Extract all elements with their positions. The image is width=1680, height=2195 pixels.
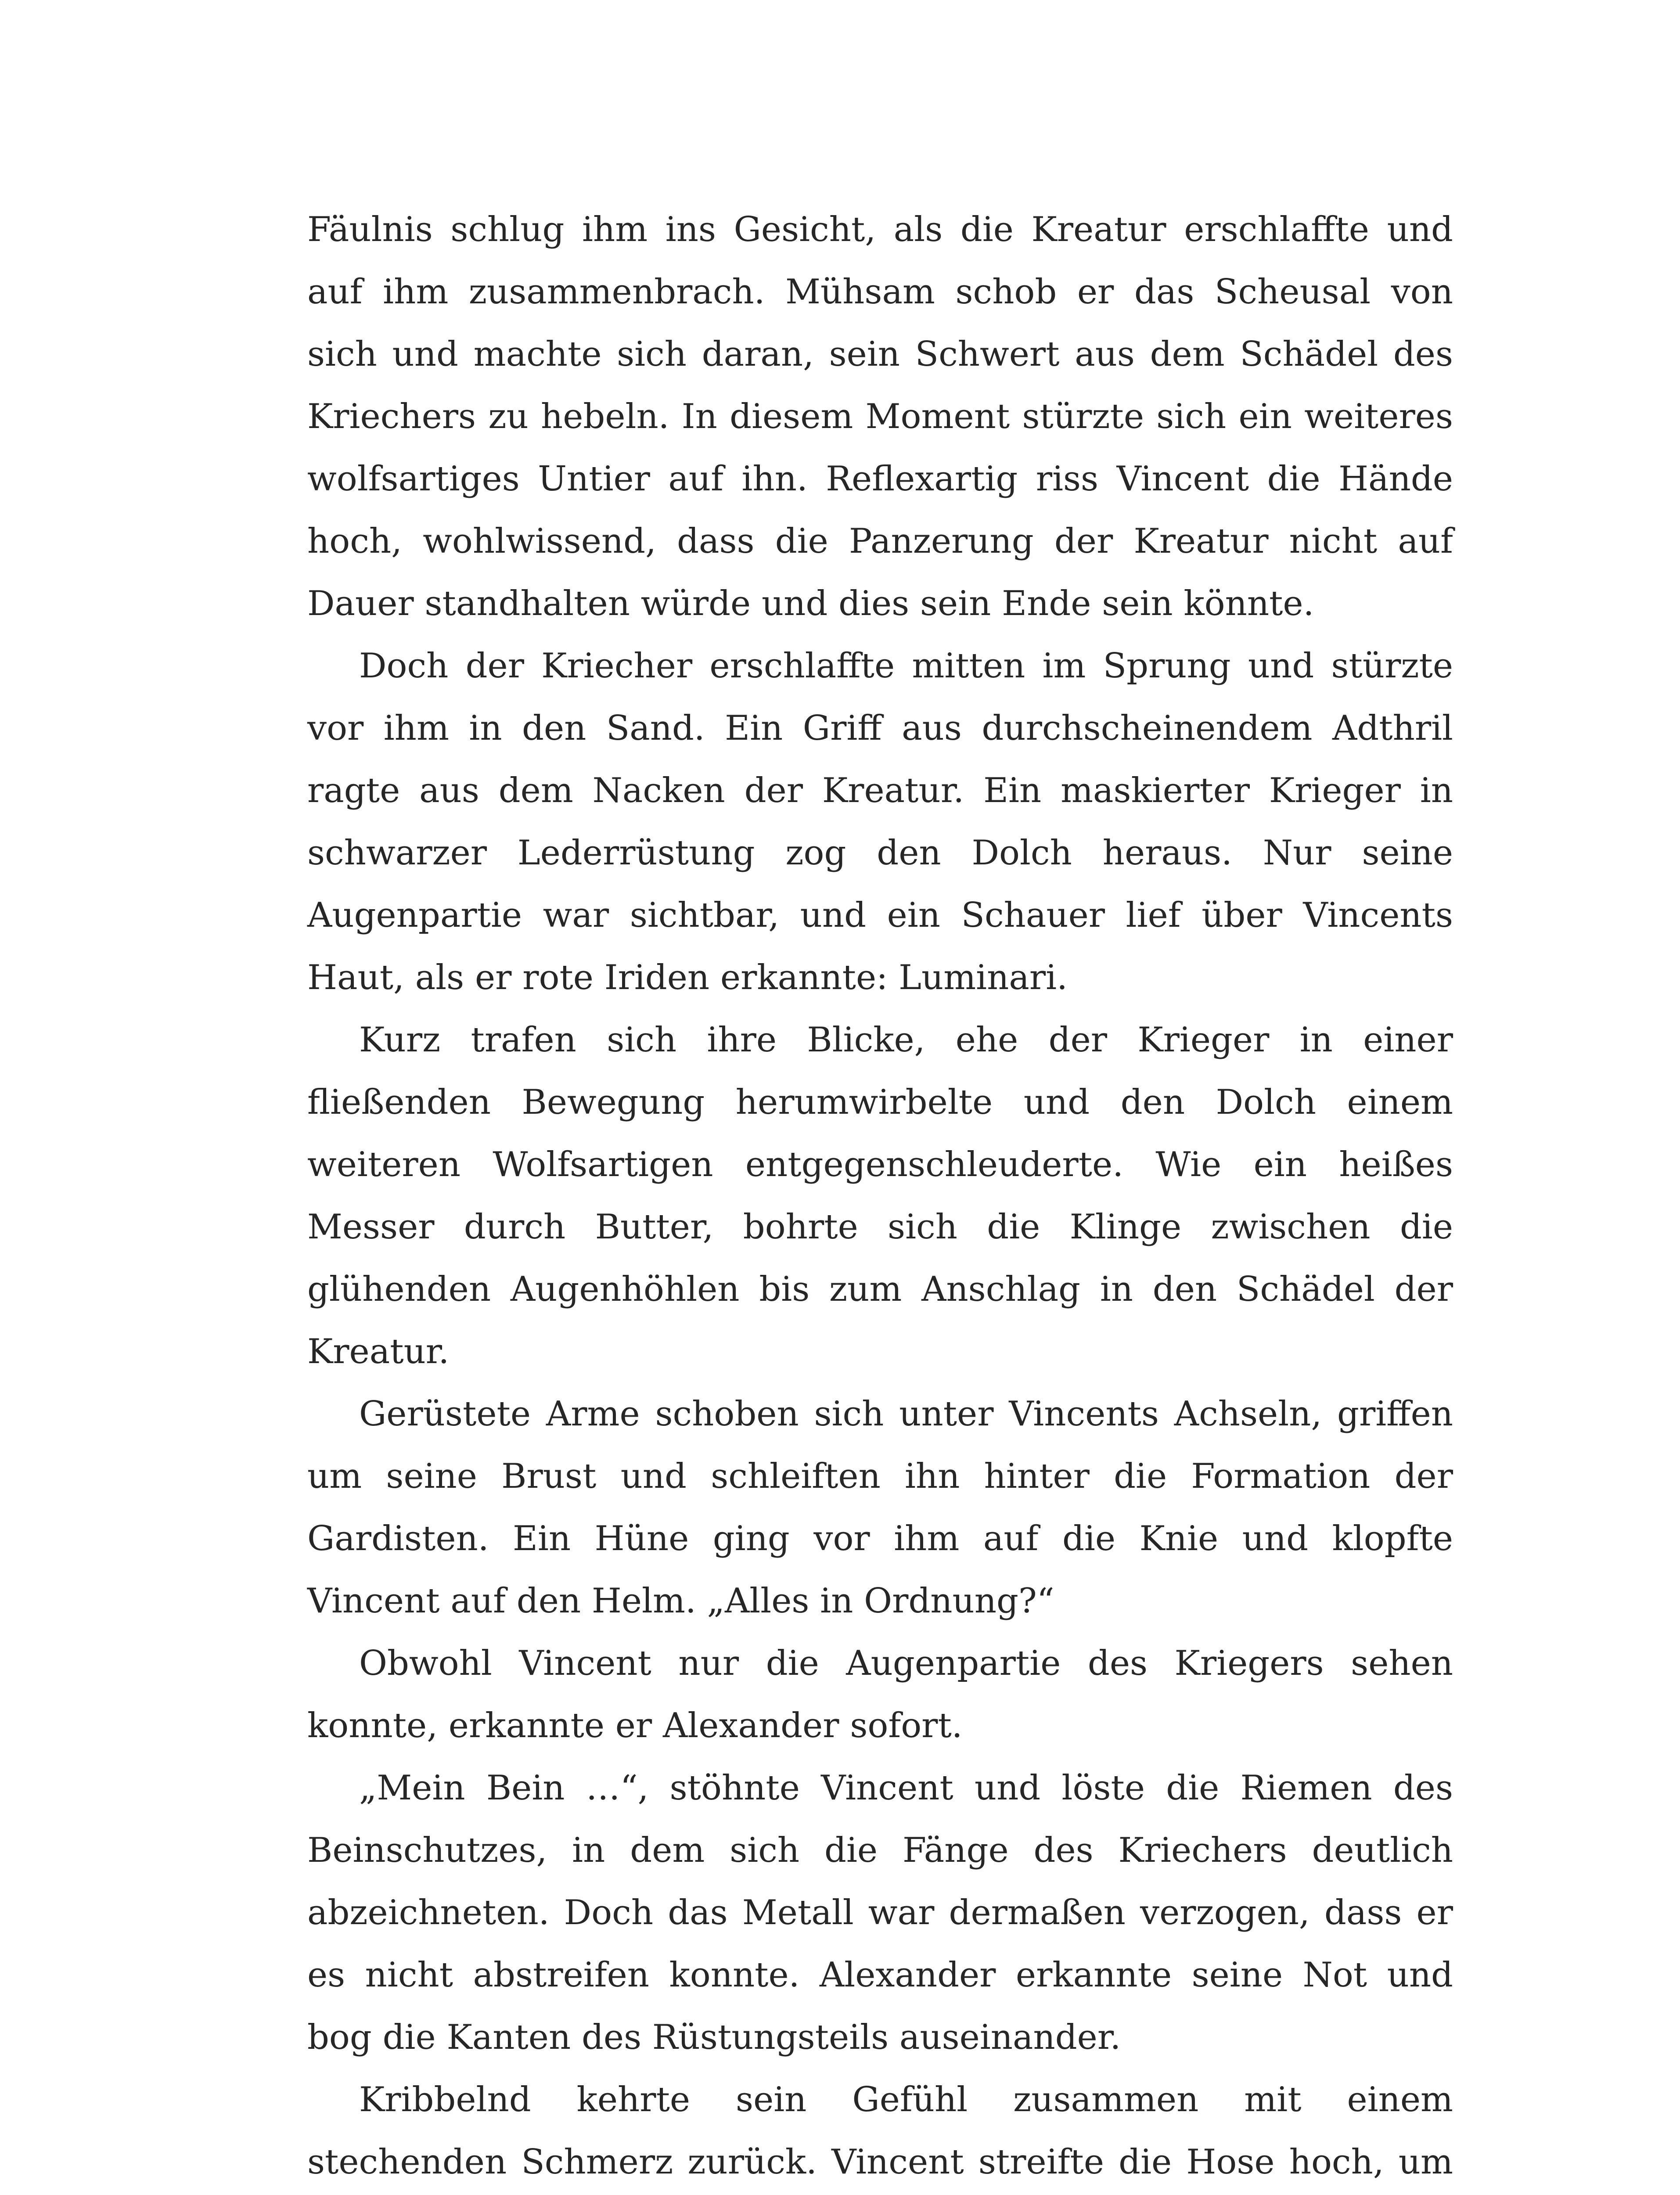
paragraph: Fäulnis schlug ihm ins Gesicht, als die Kreatur erschlaffte und auf ihm zusammenbrach. Mühsam schob er das Scheusal von sich und machte sich daran, sein Schwert aus dem Schädel des Kriechers zu hebeln. In diesem Moment stürzte sich ein weiteres wolfsartiges Untier auf ihn. Reflexartig riss Vincent die Hände hoch, wohlwissend, dass die Panzerung der Kreatur nicht auf Dauer standhalten würde und dies sein Ende sein könnte. (307, 210, 1453, 623)
paragraph: Gerüstete Arme schoben sich unter Vincents Achseln, griffen um seine Brust und schleiften ihn hinter die Formation der Gardisten. Ein Hüne ging vor ihm auf die Knie und klopfte Vincent auf den Helm. „Alles in Ordnung?“ (307, 1394, 1453, 1621)
paragraph: Kurz trafen sich ihre Blicke, ehe der Krieger in einer fließenden Bewegung herumwirbelte und den Dolch einem weiteren Wolfsartigen entgegenschleuderte. Wie ein heißes Messer durch Butter, bohrte sich die Klinge zwischen die glühenden Augenhöhlen bis zum Anschlag in den Schädel der Kreatur. (307, 1020, 1453, 1371)
paragraph: Doch der Kriecher erschlaffte mitten im Sprung und stürzte vor ihm in den Sand. Ein Griff aus durchscheinendem Adthril ragte aus dem Nacken der Kreatur. Ein maskierter Krieger in schwarzer Lederrüstung zog den Dolch heraus. Nur seine Augenpartie war sichtbar, und ein Schauer lief über Vincents Haut, als er rote Iriden erkannte: Luminari. (307, 646, 1453, 997)
body-text (307, 198, 1453, 2195)
paragraph: Obwohl Vincent nur die Augenpartie des Kriegers sehen konnte, erkannte er Alexander sofort. (307, 1644, 1453, 1745)
paragraph: „Mein Bein …“, stöhnte Vincent und löste die Riemen des Beinschutzes, in dem sich die Fänge des Kriechers deutlich abzeichneten. Doch das Metall war dermaßen verzogen, dass er es nicht abstreifen konnte. Alexander erkannte seine Not und bog die Kanten des Rüstungsteils auseinander. (307, 1768, 1453, 2057)
paragraph: Kribbelnd kehrte sein Gefühl zusammen mit einem stechenden Schmerz zurück. Vincent streifte die Hose hoch, um (307, 2080, 1453, 2182)
